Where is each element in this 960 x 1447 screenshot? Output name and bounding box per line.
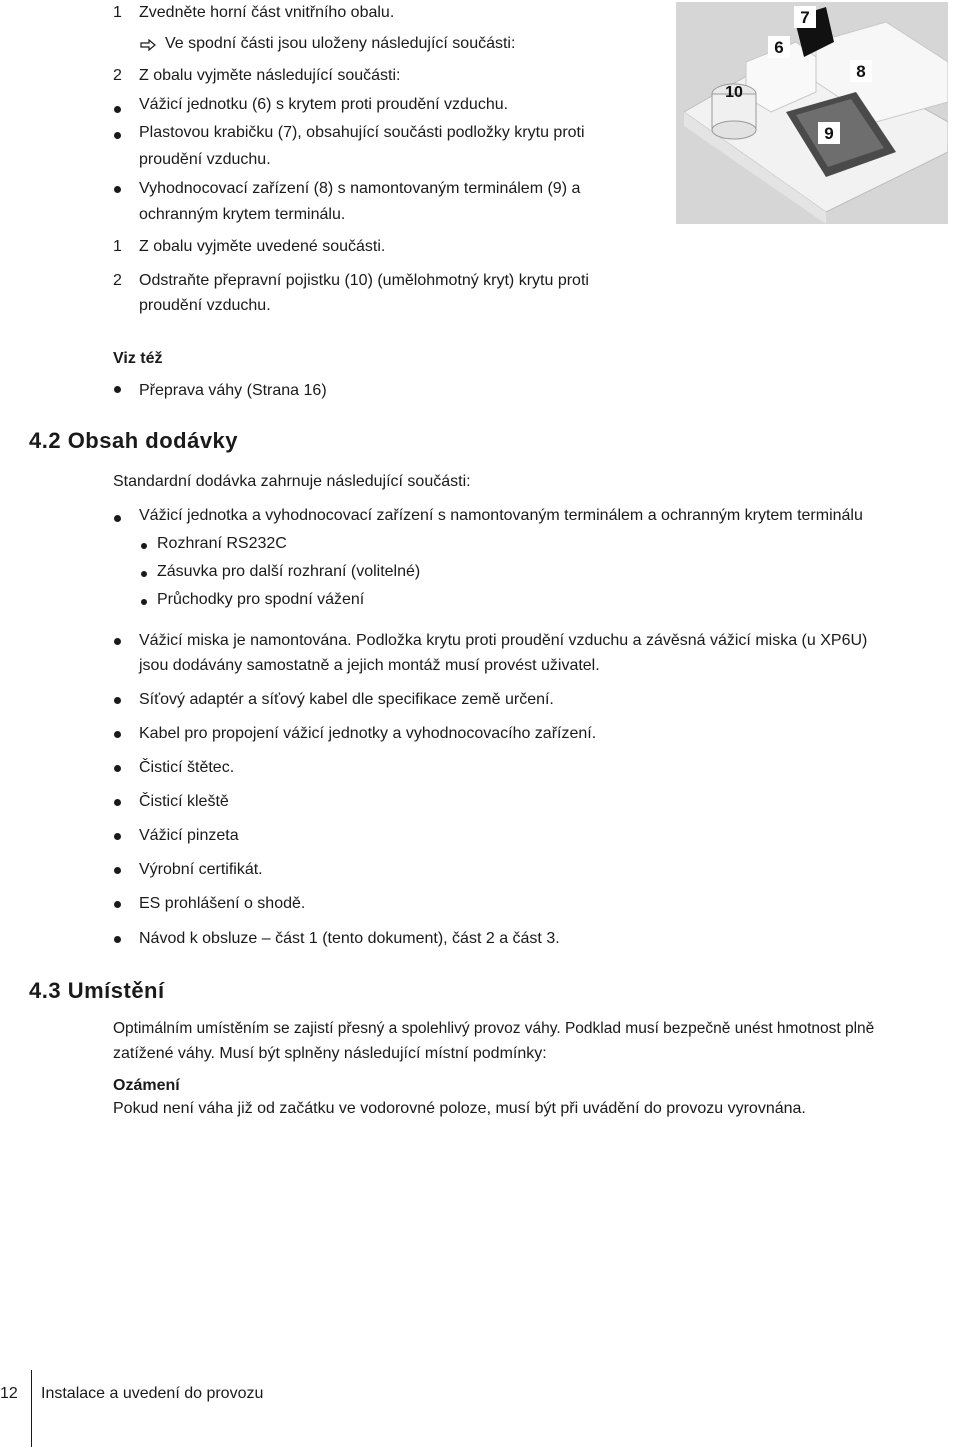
paragraph-line: zatížené váhy. Musí být splněny následující místní podmínky: (113, 1045, 547, 1062)
list-item: Plastovou krabičku (7), obsahující součásti podložky krytu proti (139, 124, 585, 141)
list-item: Čisticí kleště (139, 793, 229, 810)
chapter-title: Instalace a uvedení do provozu (41, 1385, 264, 1402)
see-also-label: Viz též (113, 350, 163, 367)
bullet-icon (114, 867, 121, 874)
bullet-icon (114, 186, 121, 193)
step-text: Z obalu vyjměte následující součásti: (139, 67, 401, 84)
list-item: Výrobní certifikát. (139, 861, 263, 878)
figure-label: 7 (800, 8, 810, 27)
bullet-icon (114, 936, 121, 943)
list-item: Návod k obsluze – část 1 (tento dokument), část 2 a část 3. (139, 930, 560, 947)
section-intro: Standardní dodávka zahrnuje následující součásti: (113, 473, 471, 490)
see-also-link[interactable]: Přeprava váhy (Strana 16) (139, 382, 327, 399)
figure-label: 10 (725, 84, 743, 101)
bullet-icon (114, 386, 121, 393)
list-item-continuation: jsou dodávány samostatně a jejich montáž musí provést uživatel. (139, 657, 600, 674)
sub-list-item: Průchodky pro spodní vážení (157, 591, 365, 608)
figure-label: 8 (856, 62, 866, 81)
step-text: Zvedněte horní část vnitřního obalu. (139, 4, 395, 21)
list-item-continuation: proudění vzduchu. (139, 151, 271, 168)
bullet-icon (114, 765, 121, 772)
sub-list-item: Rozhraní RS232C (157, 535, 287, 552)
step-number: 2 (113, 272, 122, 289)
list-item: Vážicí miska je namontována. Podložka krytu proti proudění vzduchu a závěsná vážicí miska (u XP6U) (139, 632, 868, 649)
bullet-icon (114, 833, 121, 840)
bullet-icon (114, 638, 121, 645)
bullet-icon (114, 132, 121, 139)
list-item: Vyhodnocovací zařízení (8) s namontovaným terminálem (9) a (139, 180, 581, 197)
step-text: Z obalu vyjměte uvedené součásti. (139, 238, 386, 255)
step-text-continuation: proudění vzduchu. (139, 297, 271, 314)
step-result-text: Ve spodní části jsou uloženy následující součásti: (165, 35, 516, 52)
arrow-right-outline-icon (140, 39, 156, 51)
package-contents-photo (676, 2, 948, 224)
footer-divider (31, 1370, 32, 1447)
figure-label: 6 (774, 38, 784, 57)
bullet-icon (114, 901, 121, 908)
list-item-continuation: ochranným krytem terminálu. (139, 206, 346, 223)
paragraph-line: Optimálním umístěním se zajistí přesný a spolehlivý provoz váhy. Podklad musí bezpečně unést hmotnost plně (113, 1020, 875, 1037)
sub-bullet-icon (141, 599, 147, 605)
sub-bullet-icon (141, 543, 147, 549)
notice-text: Pokud není váha již od začátku ve vodorovné poloze, musí být při uvádění do provozu vyrovnána. (113, 1100, 806, 1117)
figure-label: 9 (824, 124, 834, 143)
bullet-icon (114, 106, 121, 113)
section-heading: 4.2 Obsah dodávky (29, 428, 239, 453)
step-number: 1 (113, 238, 122, 255)
step-text: Odstraňte přepravní pojistku (10) (umělohmotný kryt) krytu proti (139, 272, 589, 289)
list-item: Vážicí pinzeta (139, 827, 239, 844)
bullet-icon (114, 697, 121, 704)
section-heading: 4.3 Umístění (29, 978, 165, 1003)
list-item: Síťový adaptér a síťový kabel dle specifikace země určení. (139, 691, 554, 708)
bullet-icon (114, 515, 121, 522)
page-number: 12 (0, 1385, 18, 1402)
step-number: 2 (113, 67, 122, 84)
step-number: 1 (113, 4, 122, 21)
list-item: Čisticí štětec. (139, 759, 235, 776)
list-item: Kabel pro propojení vážicí jednotky a vyhodnocovacího zařízení. (139, 725, 597, 742)
sub-list-item: Zásuvka pro další rozhraní (volitelné) (157, 563, 421, 580)
list-item: Vážicí jednotka a vyhodnocovací zařízení s namontovaným terminálem a ochranným krytem terminálu (139, 507, 863, 524)
notice-label: Ozámení (113, 1077, 180, 1094)
bullet-icon (114, 799, 121, 806)
list-item: Vážicí jednotku (6) s krytem proti proudění vzduchu. (139, 96, 509, 113)
list-item: ES prohlášení o shodě. (139, 895, 306, 912)
bullet-icon (114, 731, 121, 738)
sub-bullet-icon (141, 571, 147, 577)
